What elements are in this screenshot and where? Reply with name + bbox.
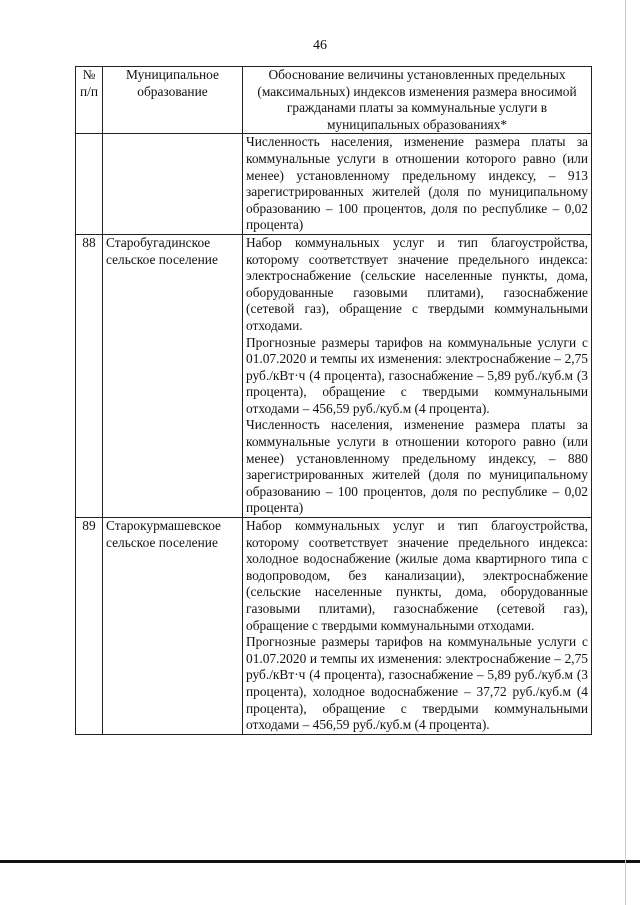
row-name-cell xyxy=(103,134,243,235)
row-description-cell xyxy=(243,518,592,735)
row-description-cell xyxy=(243,134,592,235)
municipal-index-table xyxy=(75,66,592,735)
row-number-cell: 88 xyxy=(76,234,103,517)
scan-right-edge xyxy=(625,0,626,905)
row-description-cell xyxy=(243,234,592,517)
scan-edge-line xyxy=(0,860,640,863)
row-name-cell: Старобугадинское сельское поселение xyxy=(103,234,243,517)
table-row-continuation xyxy=(76,134,592,235)
page-number: 46 xyxy=(313,38,327,53)
table-row xyxy=(76,234,592,517)
tariffs-paragraph: Прогнозные размеры тарифов на коммунальные услуги с 01.07.2020 и темпы их изменения: электроснабжение – 2,75 руб./кВт·ч (4 процента), газоснабжение – 5,89 руб./куб.м (3 процента), обращение с твердыми коммунальными отходами – 456,59 руб./куб.м (4 процента). xyxy=(246,334,588,416)
services-paragraph: Набор коммунальных услуг и тип благоустройства, которому соответствует значение предельного индекса: электроснабжение (сельские населенные пункты, дома, оборудованные газовыми плитами), газоснабжение (сетевой газ), обращение с твердыми коммунальными отходами. xyxy=(246,234,588,333)
table-row xyxy=(76,518,592,735)
table-header-row xyxy=(76,67,592,134)
tariffs-paragraph: Прогнозные размеры тарифов на коммунальные услуги с 01.07.2020 и темпы их изменения: электроснабжение – 2,75 руб./кВт·ч (4 процента), газоснабжение – 5,89 руб./куб.м (3 процента), холодное водоснабжение – 37,72 руб./куб.м (4 процента), обращение с твердыми коммунальными отходами – 456,59 руб./куб.м (4 процента). xyxy=(246,634,588,733)
population-paragraph: Численность населения, изменение размера платы за коммунальные услуги в отношении которого равно (или менее) установленному предельному индексу, – 880 зарегистрированных жителей (доля по муниципальному образованию – 100 процентов, доля по республике – 0,02 процента) xyxy=(246,417,588,516)
header-justification: Обоснование величины установленных предельных (максимальных) индексов изменения размера вносимой гражданами платы за коммунальные услуги в муниципальных образованиях* xyxy=(243,67,592,134)
row-name-cell: Старокурмашевское сельское поселение xyxy=(103,518,243,735)
header-municipality: Муниципальное образование xyxy=(103,67,243,134)
row-number-cell xyxy=(76,134,103,235)
header-number: № п/п xyxy=(76,67,103,134)
population-paragraph: Численность населения, изменение размера платы за коммунальные услуги в отношении которого равно (или менее) установленному предельному индексу, – 913 зарегистрированных жителей (доля по муниципальному образованию – 100 процентов, доля по республике – 0,02 процента) xyxy=(246,134,588,233)
row-number-cell: 89 xyxy=(76,518,103,735)
services-paragraph: Набор коммунальных услуг и тип благоустройства, которому соответствует значение предельного индекса: холодное водоснабжение (жилые дома квартирного типа с водопроводом, без канализации), электроснабжение (сельские населенные пункты, дома, оборудованные газовыми плитами), газоснабжение (сетевой газ), обращение с твердыми коммунальными отходами. xyxy=(246,518,588,633)
